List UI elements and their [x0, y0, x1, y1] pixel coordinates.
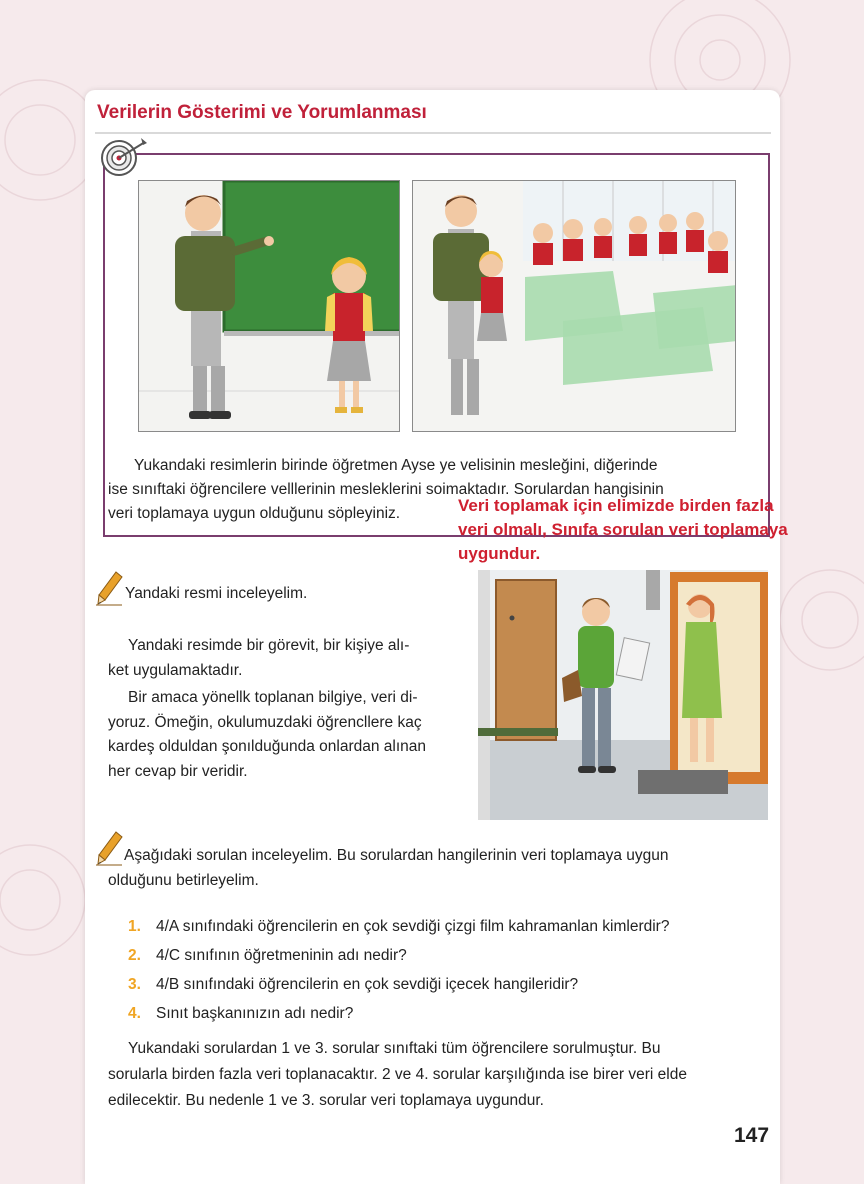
activity1-heading: Yandaki resmi inceleyelim. [125, 585, 308, 602]
question-text: 4/B sınıfındaki öğrencilerin en çok sevdiği içecek hangileridir? [156, 976, 579, 993]
activity1-p2-line3: kardeş olduldan şonılduğunda onlardan alınan [108, 738, 426, 755]
question-number: 4. [128, 1005, 141, 1022]
activity2-intro-line1: Aşağıdaki sorulan inceleyelim. Bu sorulardan hangilerinin veri toplamaya uygun [124, 847, 669, 864]
handwritten-answer [458, 494, 858, 566]
answer-line-1: Veri toplamak için elimizde birden fazla [458, 496, 774, 515]
conclusion-line3: edilecektir. Bu nedenle 1 ve 3. sorular veri toplamaya uygundur. [108, 1092, 544, 1109]
question-text: 4/C sınıfının öğretmeninin adı nedir? [156, 947, 407, 964]
classroom-illustration [412, 180, 736, 432]
survey-doorway-illustration [478, 570, 768, 820]
activity1-p1-line2: ket uygulamaktadır. [108, 661, 243, 679]
conclusion-line2: sorularla birden fazla veri toplanacaktır. 2 ve 4. sorular karşılığında ise birer veri elde [108, 1066, 687, 1083]
teacher-parent-illustration [138, 180, 400, 432]
title-divider [95, 132, 771, 134]
activity1-p1-line1: Yandaki resimde bir görevit, bir kişiye alı- [128, 637, 410, 654]
conclusion-line1: Yukandaki sorulardan 1 ve 3. sorular sınıftaki tüm öğrencilere sorulmuştur. Bu [128, 1040, 661, 1057]
activity2-intro-line2: olduğunu betirleyelim. [108, 871, 259, 889]
question-list [128, 912, 669, 1028]
list-item [128, 970, 669, 999]
question-number: 1. [128, 918, 141, 935]
activity1-p2-line1: Bir amaca yönellk toplanan bilgiye, veri di- [128, 689, 418, 706]
activity1-p2-line2: yoruz. Ömeğin, okulumuzdaki öğrencllere kaç [108, 713, 422, 731]
section-title: Verilerin Gösterimi ve Yorumlanması [97, 102, 427, 123]
intro-line-3: veri toplamaya uygun olduğunu söpleyiniz. [108, 505, 401, 522]
answer-line-2: veri olmalı, Sınıfa sorulan veri toplamaya [458, 520, 788, 539]
activity1-paragraph2 [108, 686, 458, 784]
intro-line-2: ise sınıftaki öğrencilere velllerinin mesleklerini soimaktadır. Sorulardan hangisinin [108, 481, 664, 498]
list-item [128, 999, 669, 1028]
activity2-conclusion [108, 1036, 778, 1114]
question-number: 2. [128, 947, 141, 964]
list-item [128, 941, 669, 970]
list-item [128, 912, 669, 941]
pencil-icon [96, 570, 124, 606]
page-number: 147 [734, 1124, 770, 1147]
answer-line-3: uygundur. [458, 544, 541, 563]
intro-line-1: Yukandaki resimlerin birinde öğretmen Ayse ye velisinin mesleğini, diğerinde [134, 457, 658, 474]
question-number: 3. [128, 976, 141, 993]
question-text: 4/A sınıfındaki öğrencilerin en çok sevdiği çizgi film kahramanlan kimlerdir? [156, 918, 670, 935]
question-text: Sınıt başkanınızın adı nedir? [156, 1005, 354, 1022]
activity1-paragraph1 [108, 634, 458, 683]
activity1-p2-line4: her cevap bir veridir. [108, 762, 248, 780]
target-icon [99, 134, 149, 178]
activity2-intro [108, 844, 768, 893]
